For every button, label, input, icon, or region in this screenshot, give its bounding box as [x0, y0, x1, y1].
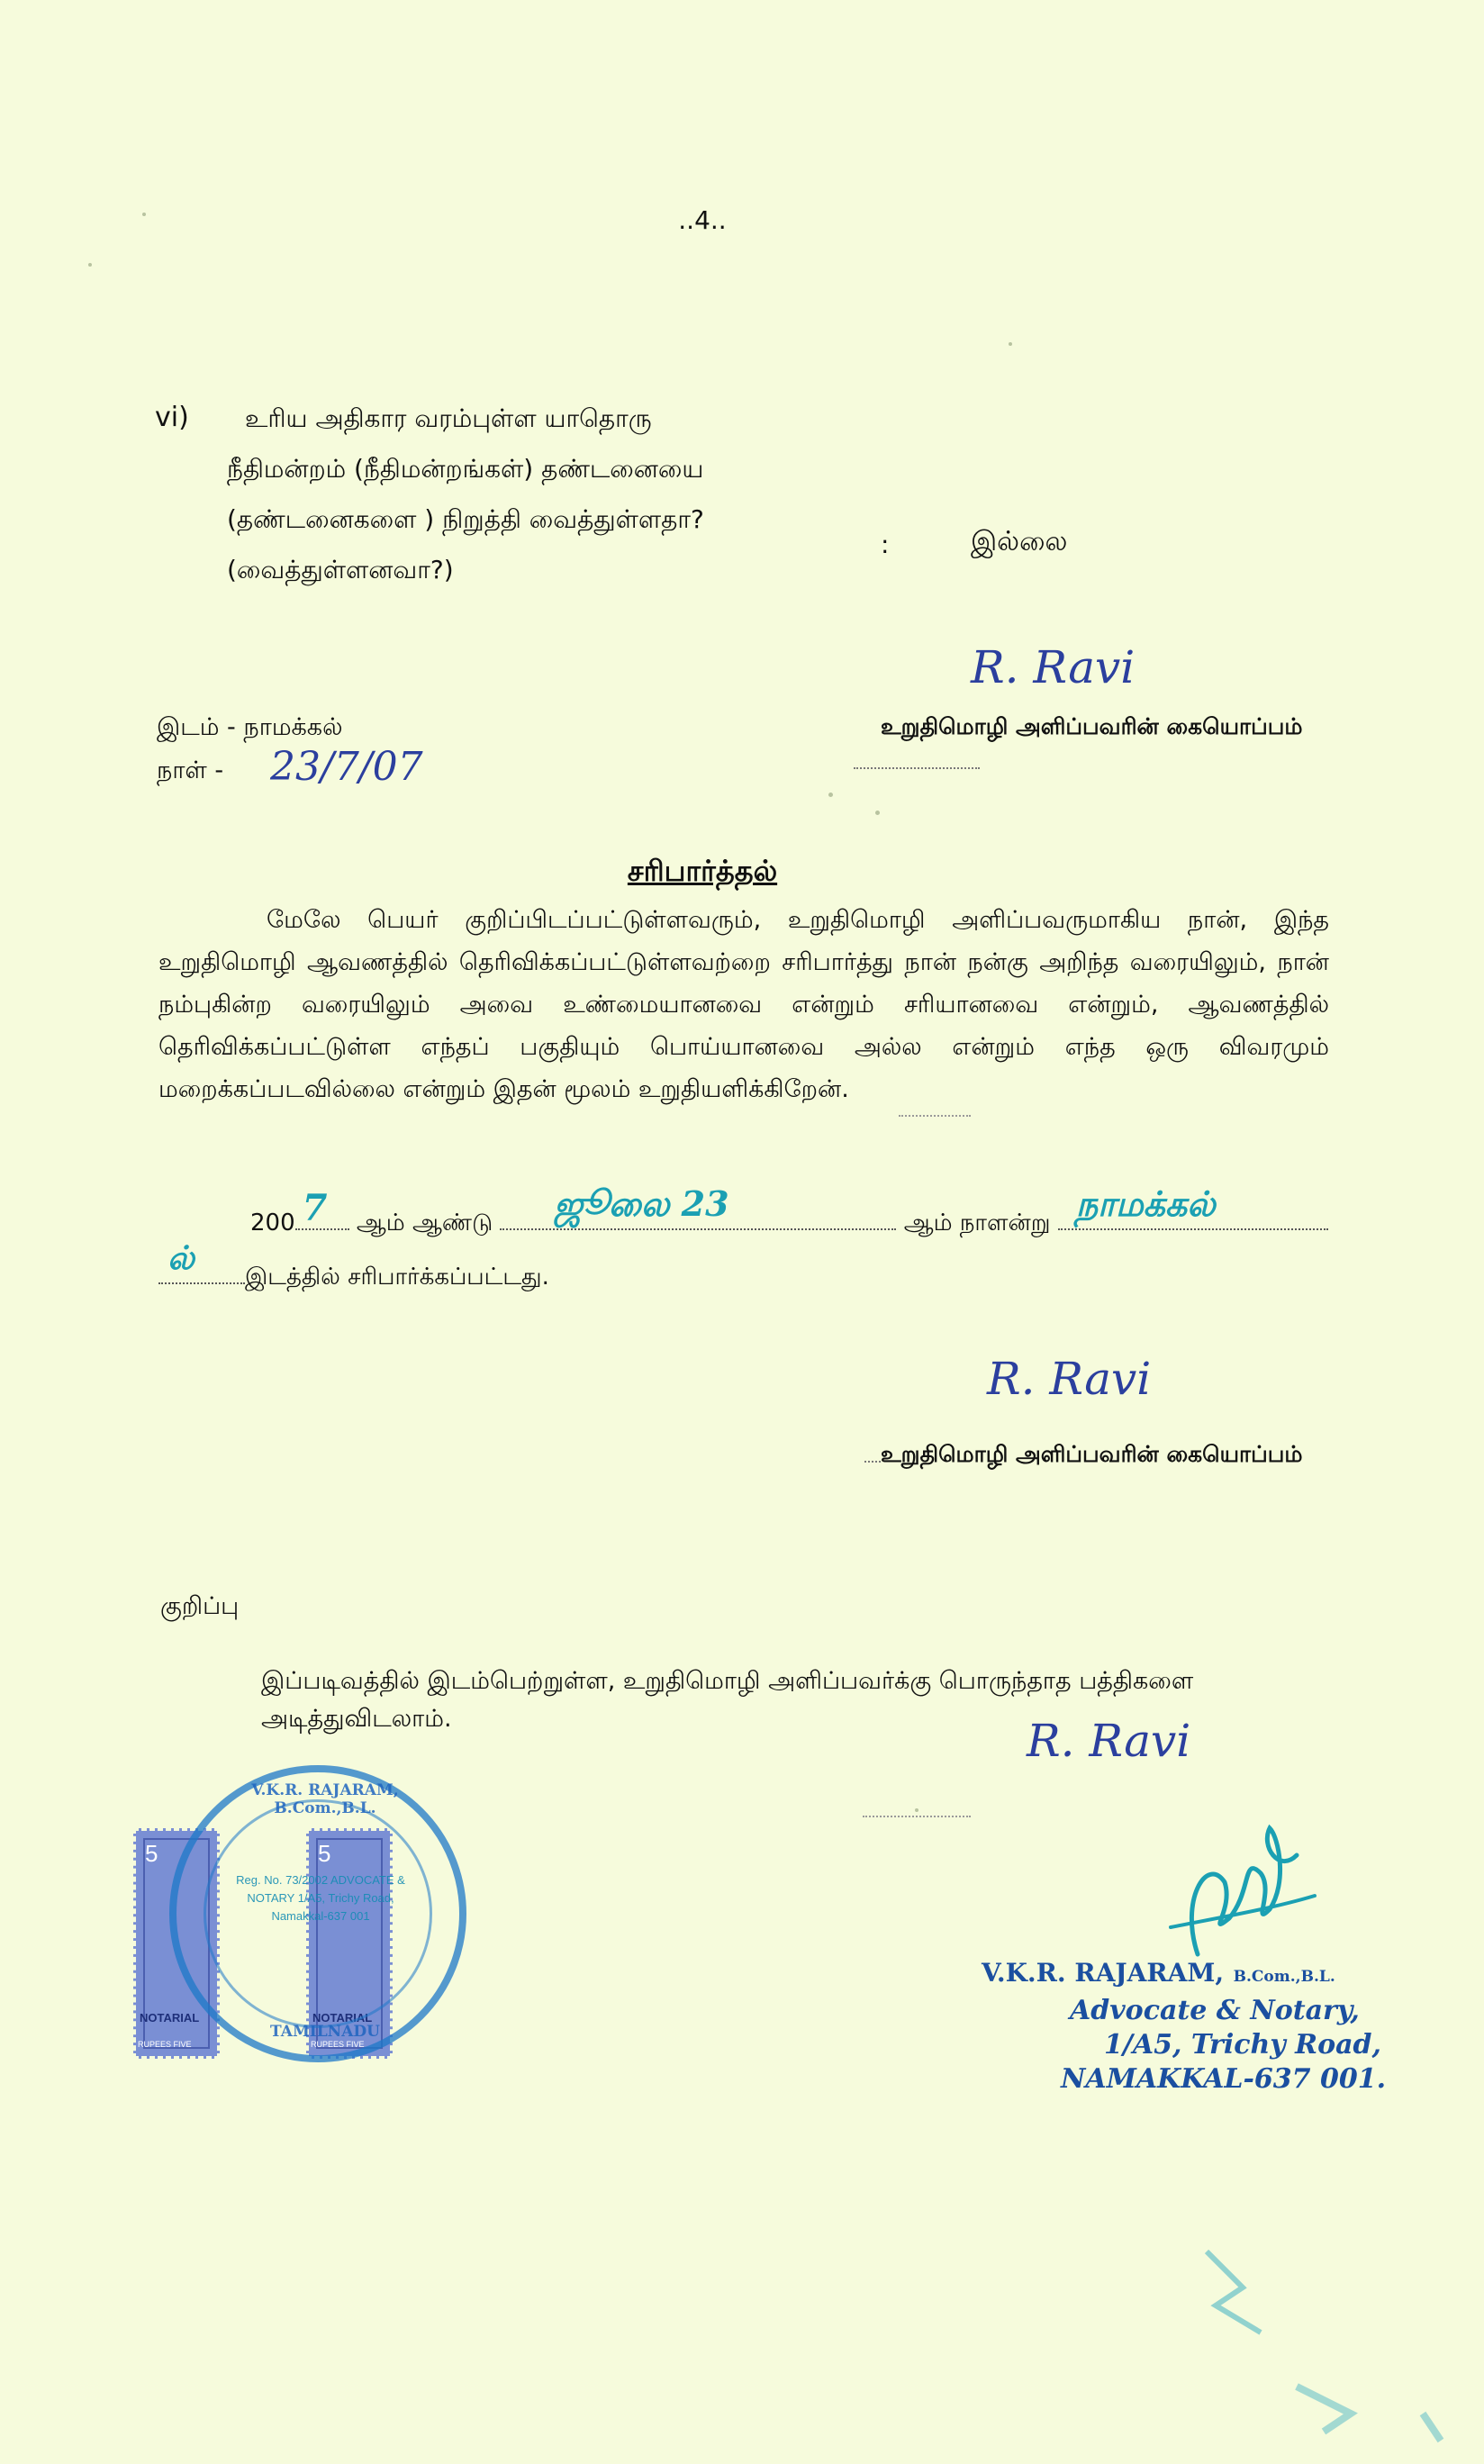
paper-speck	[828, 793, 833, 797]
note-label: குறிப்பு	[160, 1592, 240, 1620]
stamp-value: 5	[318, 1840, 331, 1867]
signature-caption: உறுதிமொழி அளிப்பவரின் கையொப்பம்	[881, 1441, 1303, 1467]
date-handwritten: 23/7/07	[270, 744, 423, 790]
answer-colon: :	[881, 530, 890, 559]
verification-line-1	[250, 1183, 1328, 1239]
place-blank	[1058, 1183, 1328, 1230]
place-label: இடம் - நாமக்கல்	[157, 713, 343, 741]
dotted-line	[863, 1816, 971, 1817]
notary-signature	[1144, 1819, 1324, 1963]
seal-center-text: Reg. No. 73/2002 ADVOCATE & NOTARY 1/A5, Trichy Road, Namakkal-637 001	[236, 1873, 405, 1923]
stamp-bottom: RUPEES FIVE	[138, 2040, 192, 2049]
place-blank-2	[158, 1239, 245, 1284]
stamp-label: NOTARIAL	[312, 2011, 373, 2025]
month-blank	[500, 1183, 896, 1230]
handwritten-signature: R. Ravi	[971, 641, 1136, 693]
verification-heading: சரிபார்த்தல்	[627, 854, 778, 888]
dotted-line	[864, 1461, 881, 1463]
seal-bottom-text: TAMILNADU	[270, 2023, 380, 2041]
month-handwritten: ஜூலை 23	[554, 1183, 729, 1224]
question-line: நீதிமன்றம் (நீதிமன்றங்கள்) தண்டனையை	[227, 454, 704, 484]
place-handwritten: நாமக்கல்	[1075, 1183, 1216, 1224]
verification-paragraph: மேலே பெயர் குறிப்பிடப்பட்டுள்ளவரும், உறுதிமொழி அளிப்பவருமாகிய நான், இந்த உறுதிமொழி ஆவணத்தில் தெரிவிக்கப்பட்டுள்ளவற்றை சரிபார்த்து நான் நன்கு அறிந்த வரையிலும், நான் நம்புகின்ற வரையிலும் அவை உண்மையானவை என்றும் சரியானவை என்றும், ஆவணத்தில் தெரிவிக்கப்பட்டுள்ள எந்தப் பகுதியும் பொய்யானவை அல்ல என்றும் எந்த ஒரு விவரமும் மறைக்கப்படவில்லை என்றும் இதன் மூலம் உறுதியளிக்கிறேன்.	[158, 906, 1329, 1103]
paper-speck	[88, 263, 92, 267]
verification-line-2	[158, 1239, 549, 1293]
notary-address-stamp	[980, 1956, 1386, 2097]
paper-speck	[915, 1808, 918, 1812]
paper-speck	[1009, 342, 1012, 346]
ink-smudge	[1189, 2233, 1477, 2459]
signature-caption: உறுதிமொழி அளிப்பவரின் கையொப்பம்	[881, 713, 1303, 739]
handwritten-signature: R. Ravi	[1027, 1715, 1191, 1767]
year-handwritten: 7	[302, 1187, 328, 1229]
notary-name: V.K.R. RAJARAM,	[982, 1958, 1225, 1988]
dotted-line	[899, 1115, 971, 1117]
page-number: ..4..	[678, 205, 727, 235]
notary-seal	[169, 1765, 466, 2062]
year-blank	[295, 1187, 349, 1230]
place-handwritten-2: ல்	[167, 1239, 195, 1277]
notary-degree: B.Com.,B.L.	[1233, 1968, 1335, 1986]
dotted-line	[854, 767, 980, 769]
notary-address-2: NAMAKKAL-637 001.	[1061, 2063, 1387, 2095]
notary-name-line	[980, 1956, 1386, 1994]
question-line: (தண்டனைகளை ) நிறுத்தி வைத்துள்ளதா?	[227, 504, 704, 534]
question-number: vi)	[155, 402, 189, 433]
seal-top-text: V.K.R. RAJARAM, B.Com.,B.L.	[251, 1781, 399, 1817]
date-label: நாள் -	[157, 756, 224, 784]
stamp-label: NOTARIAL	[140, 2011, 200, 2025]
stamp-value: 5	[145, 1840, 158, 1867]
question-line-4: (வைத்துள்ளனவா?)	[227, 555, 454, 584]
notary-title: Advocate & Notary,	[1070, 1995, 1360, 2026]
paper-speck	[142, 213, 146, 216]
answer-value: இல்லை	[971, 526, 1068, 557]
paper-speck	[875, 811, 880, 815]
year-prefix: 200	[250, 1209, 295, 1237]
year-suffix: ஆம் ஆண்டு	[356, 1209, 493, 1237]
stamp-bottom: RUPEES FIVE	[311, 2040, 365, 2049]
line2-suffix: இடத்தில் சரிபார்க்கப்பட்டது.	[245, 1264, 549, 1291]
day-suffix: ஆம் நாளன்று	[903, 1209, 1051, 1237]
question-line: உரிய அதிகார வரம்புள்ள யாதொரு	[245, 403, 652, 433]
handwritten-signature: R. Ravi	[987, 1353, 1152, 1405]
note-text: இப்படிவத்தில் இடம்பெற்றுள்ள, உறுதிமொழி அளிப்பவர்க்கு பொருந்தாத பத்திகளை அடித்துவிடலாம்.	[261, 1667, 1194, 1733]
notary-address-1: 1/A5, Trichy Road,	[1104, 2029, 1381, 2061]
